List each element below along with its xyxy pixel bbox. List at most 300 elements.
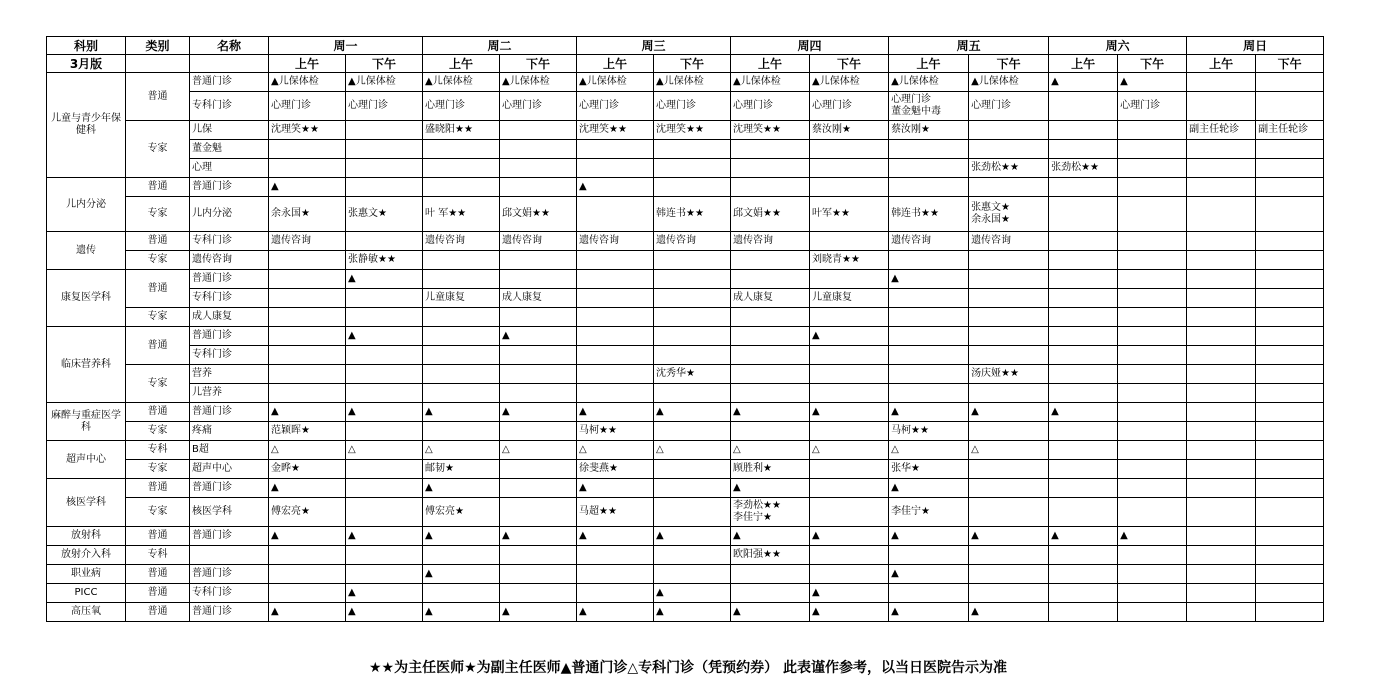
schedule-cell (889, 327, 969, 346)
table-row (47, 346, 1324, 365)
schedule-cell (423, 178, 500, 197)
header-afternoon: 下午 (500, 55, 577, 73)
category-cell: 专家 (126, 121, 190, 178)
category-cell: 普通 (126, 603, 190, 622)
schedule-cell: 沈理笑★★ (269, 121, 346, 140)
clinic-name-cell: 普通门诊 (190, 479, 269, 498)
schedule-cell (654, 565, 731, 584)
table-row (47, 308, 1324, 327)
schedule-cell: 邱文娟★★ (500, 197, 577, 232)
schedule-cell: ▲ (810, 603, 889, 622)
schedule-cell (1256, 365, 1324, 384)
schedule-cell (889, 178, 969, 197)
schedule-cell: ▲ (889, 479, 969, 498)
schedule-cell (731, 178, 810, 197)
schedule-cell (731, 384, 810, 403)
schedule-cell (1049, 422, 1118, 441)
header-afternoon: 下午 (346, 55, 423, 73)
category-cell: 专家 (126, 308, 190, 327)
schedule-cell (1049, 584, 1118, 603)
schedule-cell: ▲ (1049, 403, 1118, 422)
schedule-cell (1118, 403, 1187, 422)
schedule-cell (1187, 289, 1256, 308)
schedule-cell (577, 584, 654, 603)
schedule-cell: 叶军★★ (810, 197, 889, 232)
table-row (47, 73, 1324, 92)
header-day: 周四 (731, 37, 889, 55)
schedule-cell (1256, 346, 1324, 365)
schedule-cell (1118, 197, 1187, 232)
schedule-cell (731, 346, 810, 365)
schedule-cell (346, 479, 423, 498)
schedule-cell: ▲ (346, 584, 423, 603)
schedule-cell (969, 460, 1049, 479)
department-cell: 麻醉与重症医学科 (47, 403, 126, 441)
schedule-cell: 金晔★ (269, 460, 346, 479)
header-blank (190, 55, 269, 73)
schedule-cell (1187, 197, 1256, 232)
schedule-cell (1049, 498, 1118, 527)
schedule-cell: ▲ (577, 178, 654, 197)
schedule-cell (346, 289, 423, 308)
clinic-name-cell: 遗传咨询 (190, 251, 269, 270)
schedule-cell: 心理门诊 董金魁中毒 (889, 92, 969, 121)
schedule-cell: ▲ (969, 603, 1049, 622)
schedule-cell (1049, 251, 1118, 270)
header-name: 名称 (190, 37, 269, 55)
schedule-cell (654, 546, 731, 565)
schedule-cell (1187, 365, 1256, 384)
schedule-cell (1187, 232, 1256, 251)
schedule-cell (423, 308, 500, 327)
clinic-name-cell: 心理 (190, 159, 269, 178)
category-cell: 普通 (126, 232, 190, 251)
schedule-cell: △ (269, 441, 346, 460)
schedule-cell (731, 565, 810, 584)
schedule-cell: 遗传咨询 (269, 232, 346, 251)
schedule-cell (810, 498, 889, 527)
schedule-cell: ▲儿保体检 (346, 73, 423, 92)
schedule-cell: ▲ (969, 527, 1049, 546)
schedule-cell (1049, 441, 1118, 460)
schedule-cell (1187, 270, 1256, 289)
schedule-cell (1049, 121, 1118, 140)
schedule-cell (1118, 140, 1187, 159)
schedule-cell (654, 384, 731, 403)
schedule-cell (1118, 603, 1187, 622)
schedule-cell (889, 159, 969, 178)
schedule-cell: ▲ (577, 603, 654, 622)
schedule-cell: ▲ (1049, 73, 1118, 92)
clinic-name-cell: 普通门诊 (190, 73, 269, 92)
schedule-cell (1256, 403, 1324, 422)
department-cell: 放射科 (47, 527, 126, 546)
schedule-cell (654, 327, 731, 346)
schedule-cell (1118, 384, 1187, 403)
schedule-cell: 沈理笑★★ (731, 121, 810, 140)
header-morning: 上午 (1187, 55, 1256, 73)
schedule-cell (1049, 460, 1118, 479)
schedule-cell (346, 346, 423, 365)
schedule-table (46, 36, 1324, 622)
schedule-cell: ▲儿保体检 (731, 73, 810, 92)
schedule-cell (1187, 327, 1256, 346)
schedule-cell: ▲ (1049, 527, 1118, 546)
header-day: 周一 (269, 37, 423, 55)
schedule-cell (731, 308, 810, 327)
schedule-cell (346, 498, 423, 527)
category-cell: 普通 (126, 178, 190, 197)
table-row (47, 498, 1324, 527)
schedule-cell: ▲ (423, 479, 500, 498)
table-row (47, 422, 1324, 441)
table-row (47, 441, 1324, 460)
header-afternoon: 下午 (654, 55, 731, 73)
schedule-cell (269, 159, 346, 178)
schedule-cell (654, 308, 731, 327)
schedule-cell: 心理门诊 (269, 92, 346, 121)
schedule-cell: 沈理笑★★ (654, 121, 731, 140)
department-cell: 遗传 (47, 232, 126, 270)
schedule-cell (423, 384, 500, 403)
schedule-cell (269, 140, 346, 159)
schedule-cell: ▲ (577, 527, 654, 546)
schedule-cell: ▲ (889, 270, 969, 289)
schedule-cell (1049, 565, 1118, 584)
schedule-cell (654, 479, 731, 498)
schedule-cell: 傅宏亮★ (423, 498, 500, 527)
schedule-cell (969, 479, 1049, 498)
schedule-cell (269, 565, 346, 584)
schedule-cell (969, 422, 1049, 441)
schedule-cell (269, 346, 346, 365)
schedule-cell (269, 384, 346, 403)
schedule-cell (1118, 365, 1187, 384)
schedule-cell: ▲ (500, 603, 577, 622)
schedule-cell (1049, 346, 1118, 365)
category-cell: 专家 (126, 197, 190, 232)
schedule-cell: 成人康复 (500, 289, 577, 308)
schedule-cell: ▲儿保体检 (889, 73, 969, 92)
schedule-cell: 邱文娟★★ (731, 197, 810, 232)
schedule-cell (423, 546, 500, 565)
schedule-cell (577, 565, 654, 584)
table-row (47, 479, 1324, 498)
schedule-cell: ▲ (346, 327, 423, 346)
schedule-cell: ▲儿保体检 (577, 73, 654, 92)
schedule-cell (1256, 270, 1324, 289)
schedule-cell (500, 270, 577, 289)
schedule-cell (1187, 346, 1256, 365)
schedule-cell (1118, 565, 1187, 584)
schedule-cell (810, 479, 889, 498)
schedule-cell (1187, 178, 1256, 197)
schedule-cell (577, 140, 654, 159)
schedule-cell (654, 460, 731, 479)
schedule-cell: △ (810, 441, 889, 460)
schedule-cell (810, 232, 889, 251)
schedule-cell (1049, 384, 1118, 403)
schedule-cell (577, 327, 654, 346)
schedule-cell (969, 584, 1049, 603)
schedule-cell (1049, 327, 1118, 346)
schedule-cell (346, 422, 423, 441)
category-cell: 专家 (126, 460, 190, 479)
table-row (47, 121, 1324, 140)
schedule-cell: 刘晓青★★ (810, 251, 889, 270)
schedule-cell (1256, 232, 1324, 251)
schedule-cell: 遗传咨询 (577, 232, 654, 251)
schedule-cell: 张劲松★★ (969, 159, 1049, 178)
category-cell: 普通 (126, 584, 190, 603)
schedule-cell (1187, 527, 1256, 546)
schedule-cell: 欧阳强★★ (731, 546, 810, 565)
schedule-cell (346, 140, 423, 159)
schedule-cell: △ (423, 441, 500, 460)
schedule-cell: △ (969, 441, 1049, 460)
schedule-cell: ▲ (969, 403, 1049, 422)
header-day: 周二 (423, 37, 577, 55)
schedule-cell (500, 384, 577, 403)
schedule-cell (969, 384, 1049, 403)
schedule-cell (269, 289, 346, 308)
schedule-cell: ▲ (810, 584, 889, 603)
clinic-name-cell: 专科门诊 (190, 584, 269, 603)
schedule-cell: ▲ (731, 603, 810, 622)
schedule-cell: ▲ (1118, 73, 1187, 92)
schedule-cell: 韩连书★★ (654, 197, 731, 232)
schedule-cell (1049, 603, 1118, 622)
schedule-cell: 心理门诊 (500, 92, 577, 121)
category-cell: 专家 (126, 422, 190, 441)
table-row (47, 251, 1324, 270)
schedule-cell (889, 546, 969, 565)
header-category: 类别 (126, 37, 190, 55)
clinic-name-cell: 核医学科 (190, 498, 269, 527)
schedule-cell: 盛晓阳★★ (423, 121, 500, 140)
schedule-cell: 沈理笑★★ (577, 121, 654, 140)
schedule-cell (346, 232, 423, 251)
table-row (47, 403, 1324, 422)
schedule-cell: ▲儿保体检 (654, 73, 731, 92)
schedule-cell (1256, 460, 1324, 479)
schedule-cell (269, 365, 346, 384)
schedule-cell (731, 584, 810, 603)
schedule-cell: ▲ (731, 479, 810, 498)
schedule-cell (269, 546, 346, 565)
schedule-cell: ▲ (500, 403, 577, 422)
schedule-cell (500, 422, 577, 441)
schedule-cell (577, 159, 654, 178)
schedule-cell: ▲儿保体检 (500, 73, 577, 92)
schedule-cell (1187, 498, 1256, 527)
clinic-name-cell: 儿内分泌 (190, 197, 269, 232)
schedule-cell: 心理门诊 (731, 92, 810, 121)
schedule-cell: 邮韧★ (423, 460, 500, 479)
schedule-cell: △ (577, 441, 654, 460)
schedule-cell (269, 327, 346, 346)
schedule-cell (1049, 270, 1118, 289)
schedule-cell: ▲ (577, 403, 654, 422)
schedule-cell (346, 308, 423, 327)
schedule-cell: 遗传咨询 (500, 232, 577, 251)
schedule-cell: 马柯★★ (577, 422, 654, 441)
schedule-cell (969, 308, 1049, 327)
schedule-cell (577, 289, 654, 308)
schedule-cell (1049, 365, 1118, 384)
schedule-cell (889, 365, 969, 384)
department-cell: 超声中心 (47, 441, 126, 479)
table-row (47, 603, 1324, 622)
schedule-cell (346, 365, 423, 384)
header-afternoon: 下午 (1256, 55, 1324, 73)
schedule-cell (577, 308, 654, 327)
schedule-cell (1256, 565, 1324, 584)
clinic-name-cell: 专科门诊 (190, 232, 269, 251)
schedule-cell (500, 121, 577, 140)
schedule-cell (1118, 232, 1187, 251)
schedule-cell (1187, 603, 1256, 622)
clinic-name-cell: 专科门诊 (190, 346, 269, 365)
legend-footer: ★★为主任医师★为副主任医师▲普通门诊△专科门诊（凭预约券） 此表谨作参考，以当日医院告示为准 (368, 660, 1008, 676)
schedule-cell (1187, 565, 1256, 584)
schedule-cell (500, 584, 577, 603)
schedule-cell (500, 159, 577, 178)
schedule-cell (810, 546, 889, 565)
schedule-cell (654, 251, 731, 270)
schedule-cell (1118, 546, 1187, 565)
schedule-cell (889, 289, 969, 308)
schedule-cell: △ (889, 441, 969, 460)
schedule-cell (423, 140, 500, 159)
schedule-cell (1256, 289, 1324, 308)
schedule-cell: 成人康复 (731, 289, 810, 308)
category-cell: 普通 (126, 270, 190, 308)
schedule-cell (1049, 140, 1118, 159)
schedule-cell: 蔡汝刚★ (810, 121, 889, 140)
schedule-cell: ▲ (889, 603, 969, 622)
schedule-cell (423, 365, 500, 384)
schedule-cell: 张惠文★ 余永国★ (969, 197, 1049, 232)
schedule-cell (810, 346, 889, 365)
header-day: 周三 (577, 37, 731, 55)
schedule-cell (1256, 159, 1324, 178)
schedule-cell (1256, 73, 1324, 92)
schedule-cell (889, 308, 969, 327)
schedule-cell (654, 498, 731, 527)
schedule-cell: 余永国★ (269, 197, 346, 232)
schedule-cell (1256, 197, 1324, 232)
schedule-cell (969, 327, 1049, 346)
category-cell: 普通 (126, 403, 190, 422)
schedule-cell (1187, 403, 1256, 422)
schedule-cell: 范颖晖★ (269, 422, 346, 441)
header-afternoon: 下午 (969, 55, 1049, 73)
schedule-cell (969, 251, 1049, 270)
schedule-cell: ▲ (1118, 527, 1187, 546)
schedule-cell: 心理门诊 (577, 92, 654, 121)
schedule-cell: 沈秀华★ (654, 365, 731, 384)
department-cell: 放射介入科 (47, 546, 126, 565)
schedule-cell (969, 346, 1049, 365)
schedule-cell (1049, 92, 1118, 121)
schedule-cell (1256, 140, 1324, 159)
table-header (47, 37, 1324, 73)
schedule-cell (654, 346, 731, 365)
schedule-cell: 心理门诊 (654, 92, 731, 121)
schedule-cell: ▲ (889, 403, 969, 422)
department-cell: 核医学科 (47, 479, 126, 527)
department-cell: 临床营养科 (47, 327, 126, 403)
schedule-cell (969, 178, 1049, 197)
schedule-cell (1187, 251, 1256, 270)
schedule-cell: ▲ (269, 603, 346, 622)
schedule-cell (423, 346, 500, 365)
clinic-name-cell: B超 (190, 441, 269, 460)
schedule-cell (500, 308, 577, 327)
table-row (47, 384, 1324, 403)
table-row (47, 527, 1324, 546)
table-row (47, 270, 1324, 289)
schedule-cell: ▲儿保体检 (969, 73, 1049, 92)
schedule-cell (269, 584, 346, 603)
department-cell: 高压氧 (47, 603, 126, 622)
schedule-cell (731, 159, 810, 178)
table-row (47, 565, 1324, 584)
schedule-cell (731, 140, 810, 159)
schedule-cell (810, 140, 889, 159)
schedule-cell (269, 270, 346, 289)
schedule-cell (1187, 422, 1256, 441)
category-cell: 专家 (126, 251, 190, 270)
department-cell: 职业病 (47, 565, 126, 584)
schedule-cell (1256, 479, 1324, 498)
schedule-cell: ▲ (654, 527, 731, 546)
table-row (47, 289, 1324, 308)
table-row (47, 546, 1324, 565)
schedule-cell (500, 460, 577, 479)
schedule-cell: ▲ (269, 403, 346, 422)
schedule-cell (1118, 441, 1187, 460)
header-morning: 上午 (1049, 55, 1118, 73)
schedule-cell (1187, 384, 1256, 403)
schedule-cell: ▲ (654, 603, 731, 622)
schedule-cell (1118, 460, 1187, 479)
schedule-cell: 顾胜利★ (731, 460, 810, 479)
schedule-cell: 心理门诊 (969, 92, 1049, 121)
schedule-cell (500, 346, 577, 365)
schedule-cell (1256, 527, 1324, 546)
clinic-name-cell: 普通门诊 (190, 603, 269, 622)
schedule-cell (346, 121, 423, 140)
schedule-cell: ▲儿保体检 (269, 73, 346, 92)
schedule-cell (810, 270, 889, 289)
schedule-cell (969, 289, 1049, 308)
schedule-cell (969, 546, 1049, 565)
category-cell: 普通 (126, 565, 190, 584)
schedule-cell (969, 565, 1049, 584)
schedule-cell: 副主任轮诊 (1256, 121, 1324, 140)
schedule-cell: △ (731, 441, 810, 460)
schedule-cell (577, 251, 654, 270)
schedule-cell (1049, 479, 1118, 498)
clinic-name-cell: 普通门诊 (190, 327, 269, 346)
category-cell: 普通 (126, 73, 190, 121)
schedule-cell (889, 584, 969, 603)
category-cell: 专家 (126, 365, 190, 403)
header-morning: 上午 (269, 55, 346, 73)
header-day: 周日 (1187, 37, 1324, 55)
